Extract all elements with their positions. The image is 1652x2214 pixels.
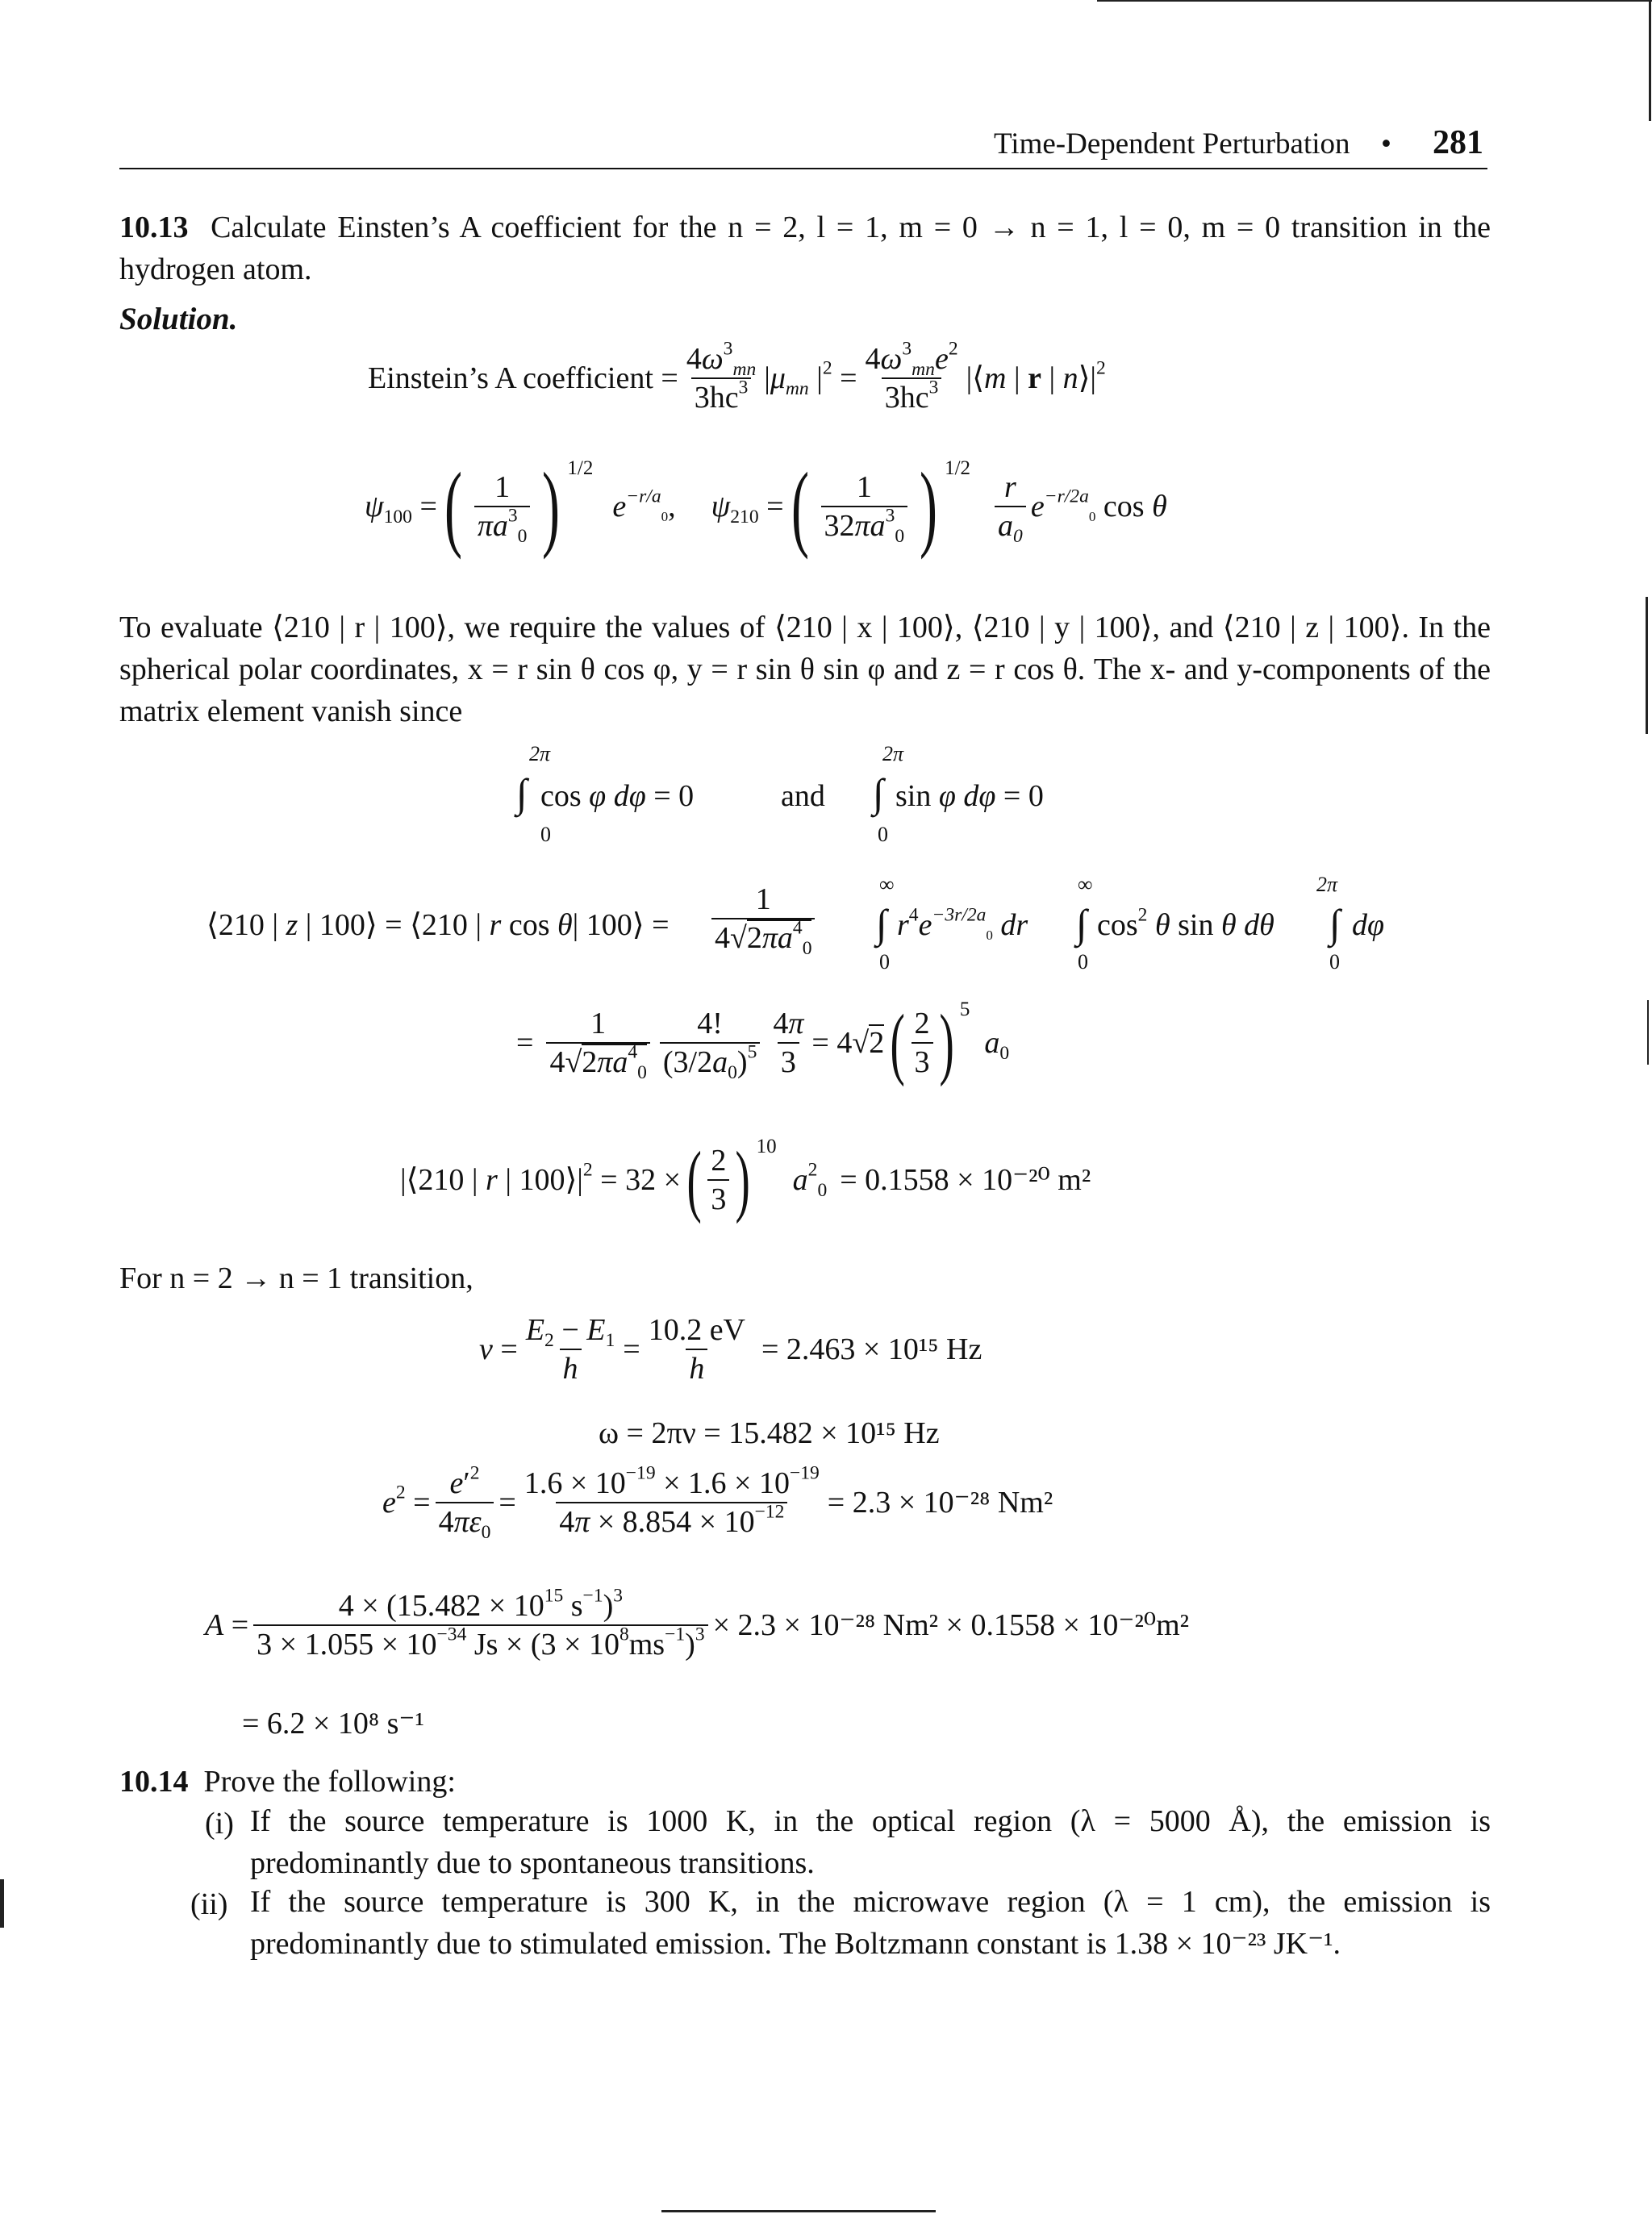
scan-edge-mark xyxy=(0,1879,4,1928)
a-coefficient-equation: A = $\frac{4 \times (15.482 \times 10^{15} s^{-1})^3}{3 \times 1.055 \times 10^{-34} Js \times (3 \times 10^8ms^{-1})^3}$ × 2.3 × 10⁻²⁸ Nm² × 0.1558 × 10⁻²⁰m² xyxy=(205,1585,1190,1662)
list-item: If the source temperature is 1000 K, in the optical region (λ = 5000 Å), the emission is predominantly due to spontaneous transitions. xyxy=(250,1804,1491,1880)
list-item-marker: (ii) xyxy=(190,1887,228,1921)
list-item: If the source temperature is 300 K, in the microwave region (λ = 1 cm), the emission is predominantly due to stimulated emission. The Boltzmann constant is 1.38 × 10⁻²³ JK⁻¹. xyxy=(250,1885,1491,1961)
problem-number: 10.13 xyxy=(119,211,189,244)
problem-10-13-statement xyxy=(119,206,1491,290)
header-rule xyxy=(119,168,1487,169)
e2-result: = 2.3 × 10⁻²⁸ Nm² xyxy=(827,1486,1053,1520)
integral-and: and xyxy=(781,779,825,813)
solution-label: Solution. xyxy=(119,302,238,336)
problem-statement: Calculate Einsten’s A coefficient for the n = 2, l = 1, m = 0 → n = 1, l = 0, m = 0 transition in the hydrogen atom. xyxy=(119,211,1491,286)
matrix-sq-result: = 0.1558 × 10⁻²⁰ m² xyxy=(840,1163,1091,1197)
scan-edge-mark xyxy=(1647,1000,1649,1065)
wavefunction-equation: $\psi_{100}$ = ( $\frac{1}{\pi a^3_0}$ ) 1/2 $e^{-r/a}_0$, $\psi_{210}$ = ( $\frac{1}{32\pi a^3_0}$ ) 1/2 $\frac{r}{a_0}$ $e^{-r/2a}_0$ cos θ xyxy=(365,452,1167,560)
scan-edge-mark xyxy=(1097,0,1652,2)
einstein-a-equation: Einstein’s A coefficient = $\frac{4\omega^3_{mn}}{3hc^3}$ $|\mu_{mn}$ $|^2$ = $\frac{4\omega^3_{mn}e^2}{3hc^3}$ |⟨m | r | $n⟩|^2$ xyxy=(368,338,1106,415)
omega-line: ω = 2πν = 15.482 × 10¹⁵ Hz xyxy=(599,1416,940,1450)
einstein-label: Einstein’s A coefficient = xyxy=(368,361,678,395)
running-title: Time-Dependent Perturbation xyxy=(994,127,1350,161)
evaluate-paragraph: To evaluate ⟨210 | r | 100⟩, we require the values of ⟨210 | x | 100⟩, ⟨210 | y | 100⟩, and ⟨210 | z | 100⟩. In the spherical polar coordinates, x = r sin θ cos φ, y = r sin θ sin φ and z = r cos θ. The x- and y-components of the matrix element vanish since xyxy=(119,611,1491,728)
problem-10-14-heading xyxy=(119,1766,456,1797)
nu-equation: ν = $\frac{E_2 - E_1}{h}$ = $\frac{10.2 eV}{h}$ = 2.463 × 10¹⁵ Hz xyxy=(479,1313,982,1386)
page-number: 281 xyxy=(1433,124,1483,161)
matrix-element-z-equation: ⟨210 | z | 100⟩ = ⟨210 | r cos θ| 100⟩ = $\frac{1}{4√2\pi a^4_0}$ ∞ ∫ $r^4e^{-3r/2a}_0$ dr 0 ∞ ∫ $\cos^2 \theta$ sin θ dθ 0 2π ∫ dφ 0 xyxy=(206,873,1385,974)
e-squared-equation: $e^2$ = $\frac{e'^2}{4\pi\varepsilon_0}$ = $\frac{1.6 \times 10^{-19} \times 1.6 \times 10^{-19}}{4\pi \times 8.854 \times 10^{-12}}$ = 2.3 × 10⁻²⁸ Nm² xyxy=(382,1462,1053,1544)
fraction: $\frac{4\omega^3_{mn}}{3hc^3}$ xyxy=(686,338,757,415)
header-bullet: • xyxy=(1381,127,1391,161)
a-result: = 6.2 × 10⁸ s⁻¹ xyxy=(242,1707,424,1741)
a-tail: × 2.3 × 10⁻²⁸ Nm² × 0.1558 × 10⁻²⁰m² xyxy=(712,1608,1190,1642)
integral-row: 2π ∫ cos φ dφ = 0 0 and 2π ∫ sin φ dφ = 0 0 xyxy=(516,742,1044,846)
scan-edge-mark xyxy=(1646,597,1648,734)
matrix-element-squared: |⟨210 | r | $100⟩|^2 = 32$ × ( $\frac{2}{3}$ ) 10 $a^2_0$ = 0.1558 × 10⁻²⁰ m² xyxy=(400,1135,1091,1224)
nu-result: = 2.463 × 10¹⁵ Hz xyxy=(761,1332,982,1366)
transition-text: For n = 2 → n = 1 transition, xyxy=(119,1261,473,1295)
list-item-marker: (i) xyxy=(205,1807,234,1841)
problem-statement: Prove the following: xyxy=(203,1765,456,1799)
problem-number: 10.14 xyxy=(119,1765,189,1799)
scan-edge-mark xyxy=(661,2210,936,2212)
matrix-element-evaluation: = $\frac{1}{4√2\pi a^4_0}$ $\frac{4!}{(3/2a_0)^5}$ $\frac{4\pi}{3}$ = 4√2 ( $\frac{2}{3}$ ) 5 $a_0$ xyxy=(516,998,1010,1087)
fraction: $\frac{4\omega^3_{mn}e^2}{3hc^3}$ xyxy=(865,338,958,415)
scan-edge-mark xyxy=(1649,0,1651,121)
